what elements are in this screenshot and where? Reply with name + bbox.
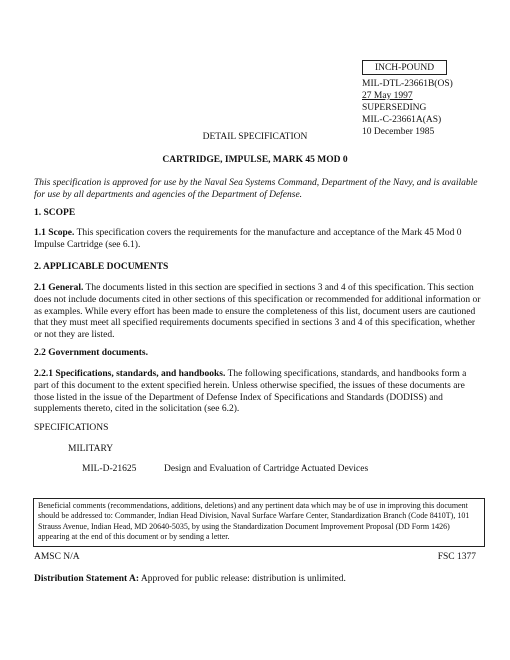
approval-statement: This specification is approved for use by the Naval Sea Systems Command, Department of the Navy, and is available for use by all departments and agencies of the Department of Defense. — [34, 178, 478, 200]
comments-note-text: Beneficial comments (recommendations, additions, deletions) and any pertinent data which may be of use in improving this document should be addressed to: Commander, Indian Head Division, Naval Surface Warfare Center, Standardization Branch (Code 8410T), 101 Strauss Avenue, Indian Head, MD 20640-5035, by using the Standardization Document Improvement Proposal (DD Form 1426) appearing at the end of this document or by sending a letter. — [38, 501, 470, 542]
reference-id: MIL-D-21625 — [82, 464, 137, 474]
paragraph-1-1 — [34, 228, 482, 252]
superseded-date: 10 December 1985 — [362, 127, 435, 137]
paragraph-2-1-text: The documents listed in this section are specified in sections 3 and 4 of this specification. This section does not include documents cited in other sections of this specification or recommended for additional information or as examples. While every effort has been made to ensure the completeness of this list, document users are cautioned that they must meet all specified requirements documents specified in sections 3 and 4 of this specification, whether or not they are listed. — [34, 283, 481, 341]
specifications-label: SPECIFICATIONS — [34, 423, 109, 433]
section-1-heading: 1. SCOPE — [34, 208, 76, 218]
paragraph-1-1-text: This specification covers the requirements for the manufacture and acceptance of the Mark 45 Mod 0 Impulse Cartridge (see 6.1). — [34, 228, 462, 250]
section-2-heading: 2. APPLICABLE DOCUMENTS — [34, 262, 169, 272]
paragraph-2-1 — [34, 283, 482, 342]
detail-specification-label: DETAIL SPECIFICATION — [202, 132, 308, 142]
inch-pound-label: INCH-POUND — [374, 63, 435, 73]
document-date: 27 May 1997 — [362, 91, 413, 101]
fsc-label: FSC 1377 — [437, 552, 476, 562]
paragraph-2-2-1-text: The following specifications, standards, and handbooks form a part of this document to the extent specified herein. Unless otherwise specified, the issues of these documents are those listed in the issue of the Department of Defense Index of Specifications and Standards (DODISS) and supplements thereto, cited in the solicitation (see 6.2). — [34, 369, 467, 415]
inch-pound-box — [362, 60, 447, 75]
superseding-label: SUPERSEDING — [362, 103, 427, 113]
amsc-label: AMSC N/A — [34, 552, 80, 562]
document-id: MIL-DTL-23661B(OS) — [362, 79, 453, 89]
paragraph-1-1-label: 1.1 Scope. — [34, 228, 75, 238]
paragraph-2-1-label: 2.1 General. — [34, 283, 84, 293]
distribution-statement-label: Distribution Statement A: — [34, 574, 140, 584]
paragraph-2-2-1-label: 2.2.1 Specifications, standards, and handbooks. — [34, 369, 226, 379]
superseded-id: MIL-C-23661A(AS) — [362, 115, 442, 125]
reference-title: Design and Evaluation of Cartridge Actuated Devices — [164, 464, 369, 474]
document-identifier-block — [362, 78, 453, 138]
distribution-statement — [34, 574, 482, 584]
distribution-statement-text: Approved for public release: distribution is unlimited. — [139, 574, 346, 584]
document-title: CARTRIDGE, IMPULSE, MARK 45 MOD 0 — [162, 155, 348, 165]
section-2-2-heading: 2.2 Government documents. — [34, 348, 148, 358]
paragraph-2-2-1 — [34, 369, 482, 416]
comments-note-box — [33, 498, 485, 547]
military-label: MILITARY — [68, 444, 114, 454]
